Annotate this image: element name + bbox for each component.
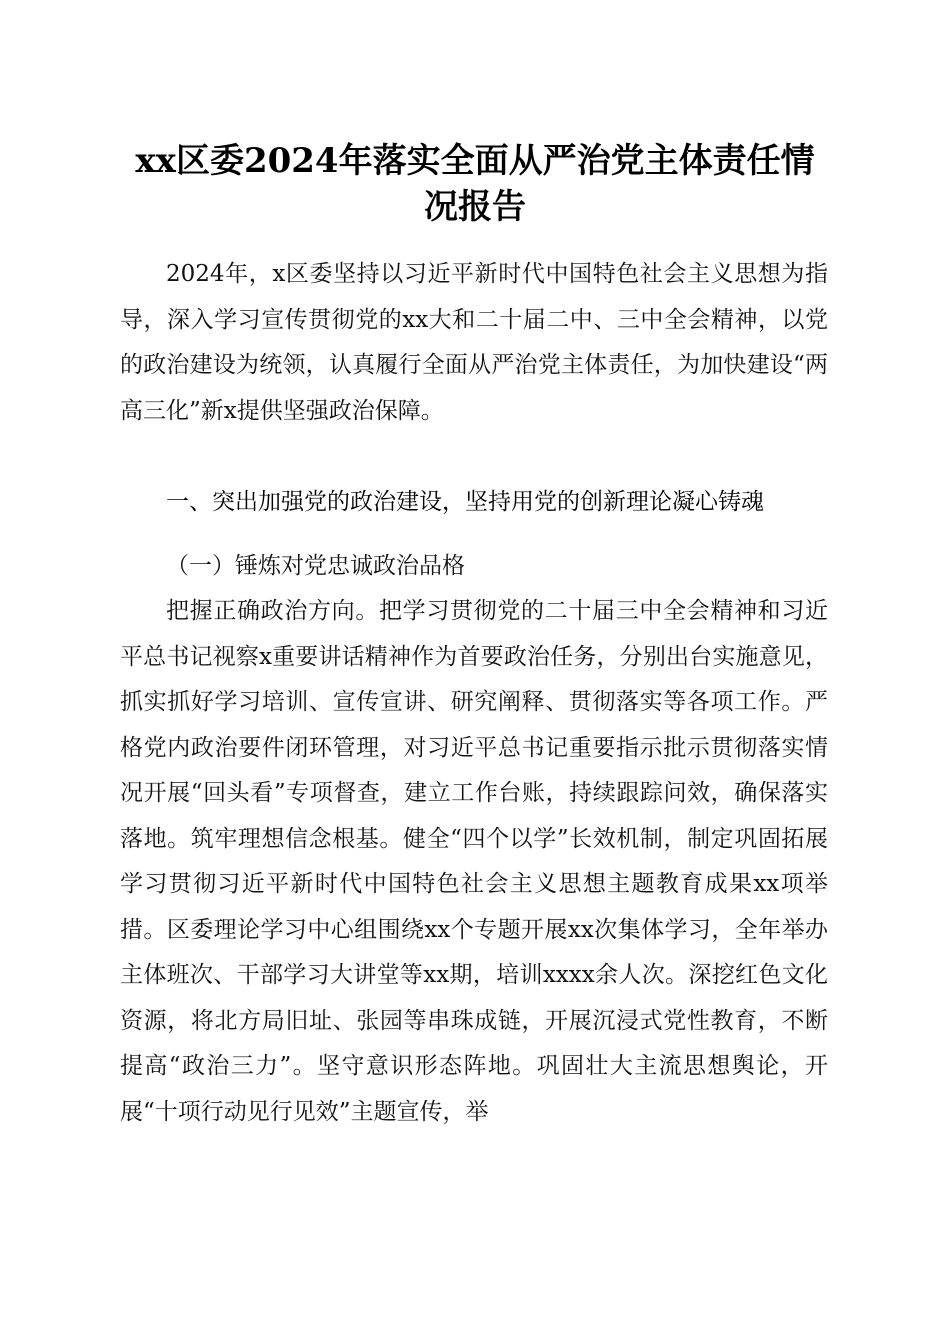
body-paragraph: 把握正确政治方向。把学习贯彻党的二十届三中全会精神和习近平总书记视察x重要讲话精神作为首要政治任务，分别出台实施意见，抓实抓好学习培训、宣传宣讲、研究阐释、贯彻落实等各项工作。严格党内政治要件闭环管理，对习近平总书记重要指示批示贯彻落实情况开展“回头看”专项督查，建立工作台账，持续跟踪问效，确保落实落地。筑牢理想信念根基。健全“四个以学”长效机制，制定巩固拓展学习贯彻习近平新时代中国特色社会主义思想主题教育成果xx项举措。区委理论学习中心组围绕xx个专题开展xx次集体学习，全年举办主体班次、干部学习大讲堂等xx期，培训xxxx余人次。深挖红色文化资源，将北方局旧址、张园等串珠成链，开展沉浸式党性教育，不断提高“政治三力”。坚守意识形态阵地。巩固壮大主流思想舆论，开展“十项行动见行见效”主题宣传，举 [120, 598, 828, 1125]
intro-paragraph: 2024年，x区委坚持以习近平新时代中国特色社会主义思想为指导，深入学习宣传贯彻党的xx大和二十届二中、三中全会精神，以党的政治建设为统领，认真履行全面从严治党主体责任，为加快建设“两高三化”新x提供坚强政治保障。 [120, 261, 828, 424]
section-heading-1: 一、突出加强党的政治建设，坚持用党的创新理论凝心铸魂 [166, 489, 764, 515]
subsection-heading-1-1: （一）锤炼对党忠诚政治品格 [166, 553, 465, 579]
document-title: xx区委2024年落实全面从严治党主体责任情况报告 [135, 141, 815, 227]
